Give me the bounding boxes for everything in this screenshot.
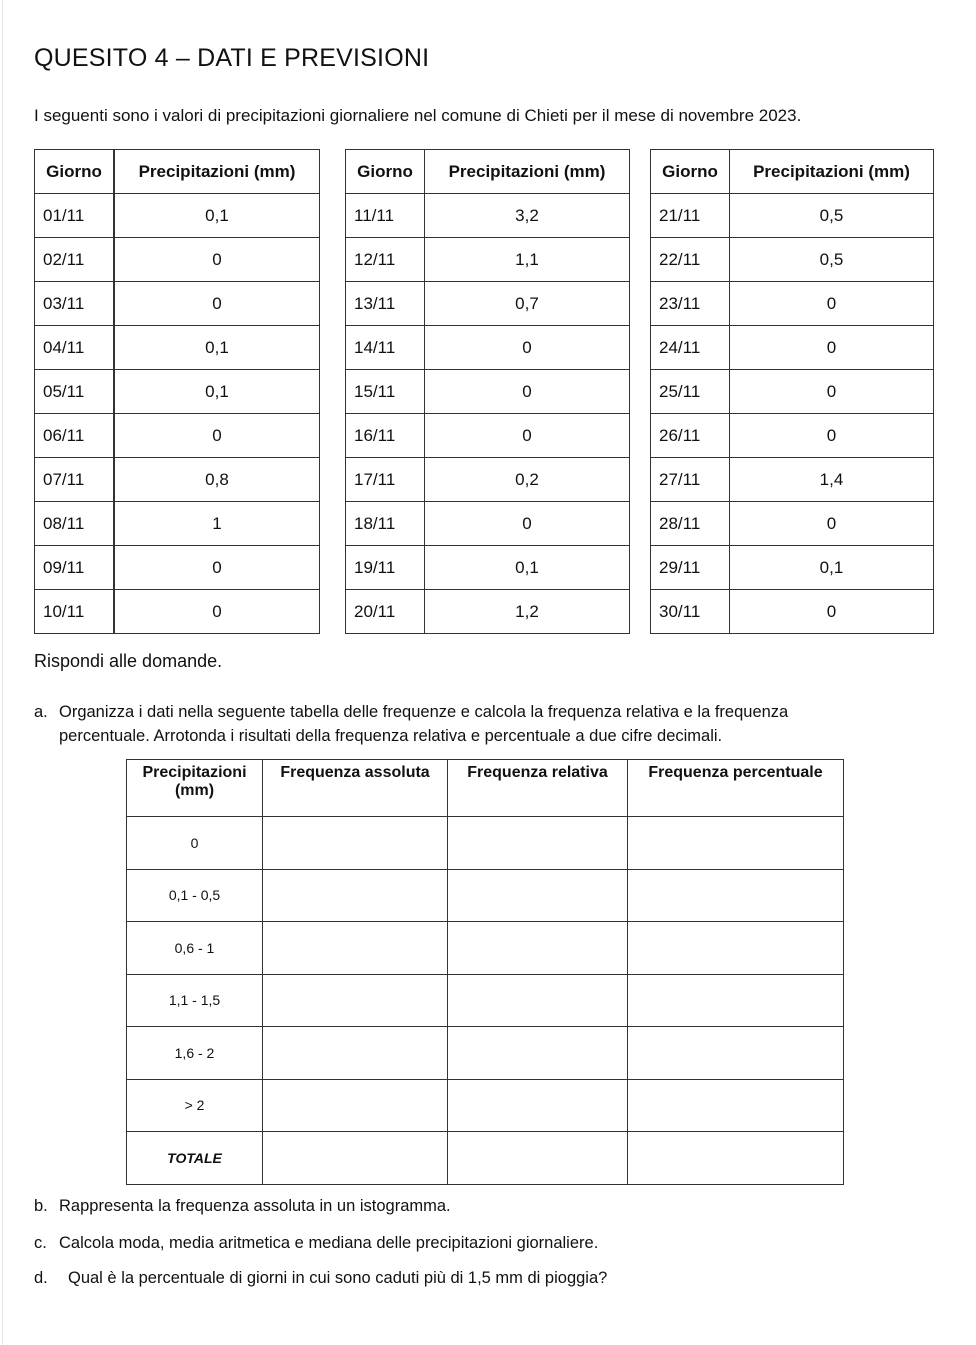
- empty-percent-frequency-cell[interactable]: [628, 974, 844, 1027]
- frequency-row: [127, 922, 844, 975]
- empty-percent-frequency-cell[interactable]: [628, 922, 844, 975]
- column-header-rainfall: Precipitazioni (mm): [425, 150, 630, 194]
- day-cell: 01/11: [35, 194, 115, 238]
- table-row: [35, 590, 320, 634]
- rainfall-cell: 0,2: [425, 458, 630, 502]
- column-header-rainfall: Precipitazioni (mm): [114, 150, 320, 194]
- column-header-day: Giorno: [35, 150, 115, 194]
- rainfall-cell: 0: [114, 414, 320, 458]
- empty-relative-frequency-cell[interactable]: [448, 869, 628, 922]
- day-cell: 07/11: [35, 458, 115, 502]
- empty-percent-frequency-cell[interactable]: [628, 1132, 844, 1185]
- day-cell: 11/11: [346, 194, 425, 238]
- day-cell: 30/11: [651, 590, 730, 634]
- frequency-column-header: Frequenza percentuale: [628, 760, 844, 817]
- question-d-label: d.: [34, 1269, 48, 1287]
- rainfall-cell: 0: [730, 282, 934, 326]
- table-row: [35, 370, 320, 414]
- table-row: [346, 194, 630, 238]
- empty-relative-frequency-cell[interactable]: [448, 922, 628, 975]
- day-cell: 24/11: [651, 326, 730, 370]
- rainfall-cell: 0: [425, 502, 630, 546]
- table-row: [651, 370, 934, 414]
- empty-relative-frequency-cell[interactable]: [448, 1027, 628, 1080]
- day-cell: 03/11: [35, 282, 115, 326]
- empty-absolute-frequency-cell[interactable]: [263, 974, 448, 1027]
- day-cell: 23/11: [651, 282, 730, 326]
- question-b: [34, 1197, 451, 1216]
- rainfall-cell: 0: [114, 238, 320, 282]
- table-row: [35, 282, 320, 326]
- empty-relative-frequency-cell[interactable]: [448, 1079, 628, 1132]
- question-a-text-line1: Organizza i dati nella seguente tabella delle frequenze e calcola la frequenza relativa e la frequenza: [59, 703, 789, 721]
- question-d: [34, 1269, 607, 1288]
- rainfall-cell: 0,1: [114, 370, 320, 414]
- empty-percent-frequency-cell[interactable]: [628, 1027, 844, 1080]
- frequency-row: [127, 974, 844, 1027]
- question-a-label: a.: [34, 703, 48, 721]
- day-cell: 28/11: [651, 502, 730, 546]
- day-cell: 05/11: [35, 370, 115, 414]
- rainfall-cell: 0: [730, 590, 934, 634]
- day-cell: 27/11: [651, 458, 730, 502]
- page-edge: [2, 0, 3, 1345]
- column-header-rainfall: Precipitazioni (mm): [730, 150, 934, 194]
- day-cell: 12/11: [346, 238, 425, 282]
- question-c: [34, 1234, 598, 1253]
- table-row: [651, 546, 934, 590]
- day-cell: 10/11: [35, 590, 115, 634]
- table-row: [346, 458, 630, 502]
- empty-relative-frequency-cell[interactable]: [448, 817, 628, 870]
- rainfall-cell: 0,7: [425, 282, 630, 326]
- table-row: [35, 194, 320, 238]
- class-cell: 1,1 - 1,5: [127, 974, 263, 1027]
- table-row: [346, 414, 630, 458]
- frequency-row: [127, 817, 844, 870]
- empty-absolute-frequency-cell[interactable]: [263, 922, 448, 975]
- rainfall-cell: 0,5: [730, 238, 934, 282]
- rainfall-cell: 1,1: [425, 238, 630, 282]
- rainfall-cell: 0: [730, 326, 934, 370]
- question-c-label: c.: [34, 1234, 47, 1252]
- rainfall-cell: 0: [425, 326, 630, 370]
- class-cell: 0,6 - 1: [127, 922, 263, 975]
- rainfall-cell: 1,4: [730, 458, 934, 502]
- frequency-row: [127, 1027, 844, 1080]
- rainfall-cell: 0: [425, 414, 630, 458]
- rainfall-cell: 0,1: [425, 546, 630, 590]
- table-row: [651, 194, 934, 238]
- rainfall-cell: 0: [114, 282, 320, 326]
- empty-absolute-frequency-cell[interactable]: [263, 817, 448, 870]
- empty-absolute-frequency-cell[interactable]: [263, 1132, 448, 1185]
- rainfall-table-1: [34, 149, 320, 634]
- day-cell: 15/11: [346, 370, 425, 414]
- table-row: [35, 326, 320, 370]
- answer-prompt: Rispondi alle domande.: [34, 651, 223, 671]
- question-a-text-line2: percentuale. Arrotonda i risultati della frequenza relativa e percentuale a due cifre decimali.: [59, 727, 723, 745]
- empty-absolute-frequency-cell[interactable]: [263, 1079, 448, 1132]
- table-row: [651, 590, 934, 634]
- day-cell: 26/11: [651, 414, 730, 458]
- table-row: [35, 238, 320, 282]
- rainfall-cell: 0: [425, 370, 630, 414]
- intro-text: I seguenti sono i valori di precipitazioni giornaliere nel comune di Chieti per il mese di novembre 2023.: [34, 106, 802, 125]
- table-row: [651, 238, 934, 282]
- rainfall-cell: 0: [730, 502, 934, 546]
- rainfall-cell: 0,5: [730, 194, 934, 238]
- table-header-row: [35, 150, 320, 194]
- rainfall-cell: 3,2: [425, 194, 630, 238]
- class-cell: TOTALE: [127, 1132, 263, 1185]
- table-row: [346, 590, 630, 634]
- column-header-day: Giorno: [346, 150, 425, 194]
- empty-absolute-frequency-cell[interactable]: [263, 1027, 448, 1080]
- day-cell: 20/11: [346, 590, 425, 634]
- table-row: [651, 326, 934, 370]
- page-title: QUESITO 4 – DATI E PREVISIONI: [34, 44, 430, 72]
- rainfall-cell: 0,1: [114, 326, 320, 370]
- frequency-column-header: Precipitazioni (mm): [127, 760, 263, 817]
- day-cell: 02/11: [35, 238, 115, 282]
- table-row: [346, 546, 630, 590]
- empty-percent-frequency-cell[interactable]: [628, 869, 844, 922]
- question-c-text: Calcola moda, media aritmetica e mediana delle precipitazioni giornaliere.: [59, 1234, 599, 1252]
- day-cell: 25/11: [651, 370, 730, 414]
- day-cell: 16/11: [346, 414, 425, 458]
- table-row: [651, 282, 934, 326]
- day-cell: 17/11: [346, 458, 425, 502]
- table-row: [346, 282, 630, 326]
- table-header-row: [346, 150, 630, 194]
- empty-relative-frequency-cell[interactable]: [448, 1132, 628, 1185]
- question-a: [34, 700, 936, 748]
- rainfall-cell: 0,1: [730, 546, 934, 590]
- rainfall-cell: 0,8: [114, 458, 320, 502]
- class-cell: 0,1 - 0,5: [127, 869, 263, 922]
- class-cell: 0: [127, 817, 263, 870]
- frequency-row: [127, 1132, 844, 1185]
- class-cell: > 2: [127, 1079, 263, 1132]
- column-header-day: Giorno: [651, 150, 730, 194]
- frequency-column-header: Frequenza relativa: [448, 760, 628, 817]
- frequency-table: [126, 759, 844, 1185]
- table-row: [35, 458, 320, 502]
- day-cell: 19/11: [346, 546, 425, 590]
- rainfall-cell: 0: [730, 414, 934, 458]
- frequency-column-header: Frequenza assoluta: [263, 760, 448, 817]
- day-cell: 21/11: [651, 194, 730, 238]
- day-cell: 22/11: [651, 238, 730, 282]
- day-cell: 13/11: [346, 282, 425, 326]
- day-cell: 18/11: [346, 502, 425, 546]
- rainfall-table-2: [345, 149, 630, 634]
- rainfall-cell: 1: [114, 502, 320, 546]
- rainfall-cell: 1,2: [425, 590, 630, 634]
- day-cell: 06/11: [35, 414, 115, 458]
- empty-absolute-frequency-cell[interactable]: [263, 869, 448, 922]
- question-b-label: b.: [34, 1197, 48, 1215]
- day-cell: 29/11: [651, 546, 730, 590]
- table-row: [35, 502, 320, 546]
- table-row: [346, 370, 630, 414]
- table-row: [651, 502, 934, 546]
- rainfall-cell: 0: [114, 590, 320, 634]
- empty-relative-frequency-cell[interactable]: [448, 974, 628, 1027]
- frequency-table-header: [127, 760, 844, 817]
- table-row: [35, 414, 320, 458]
- table-row: [651, 414, 934, 458]
- day-cell: 04/11: [35, 326, 115, 370]
- empty-percent-frequency-cell[interactable]: [628, 817, 844, 870]
- rainfall-table-3: [650, 149, 934, 634]
- question-d-text: Qual è la percentuale di giorni in cui sono caduti più di 1,5 mm di pioggia?: [68, 1269, 608, 1287]
- rainfall-cell: 0: [730, 370, 934, 414]
- table-row: [346, 326, 630, 370]
- table-header-row: [651, 150, 934, 194]
- frequency-row: [127, 1079, 844, 1132]
- table-row: [346, 502, 630, 546]
- class-cell: 1,6 - 2: [127, 1027, 263, 1080]
- empty-percent-frequency-cell[interactable]: [628, 1079, 844, 1132]
- day-cell: 09/11: [35, 546, 115, 590]
- rainfall-cell: 0,1: [114, 194, 320, 238]
- frequency-row: [127, 869, 844, 922]
- table-row: [35, 546, 320, 590]
- table-row: [346, 238, 630, 282]
- day-cell: 08/11: [35, 502, 115, 546]
- question-b-text: Rappresenta la frequenza assoluta in un istogramma.: [59, 1197, 451, 1215]
- table-row: [651, 458, 934, 502]
- rainfall-cell: 0: [114, 546, 320, 590]
- day-cell: 14/11: [346, 326, 425, 370]
